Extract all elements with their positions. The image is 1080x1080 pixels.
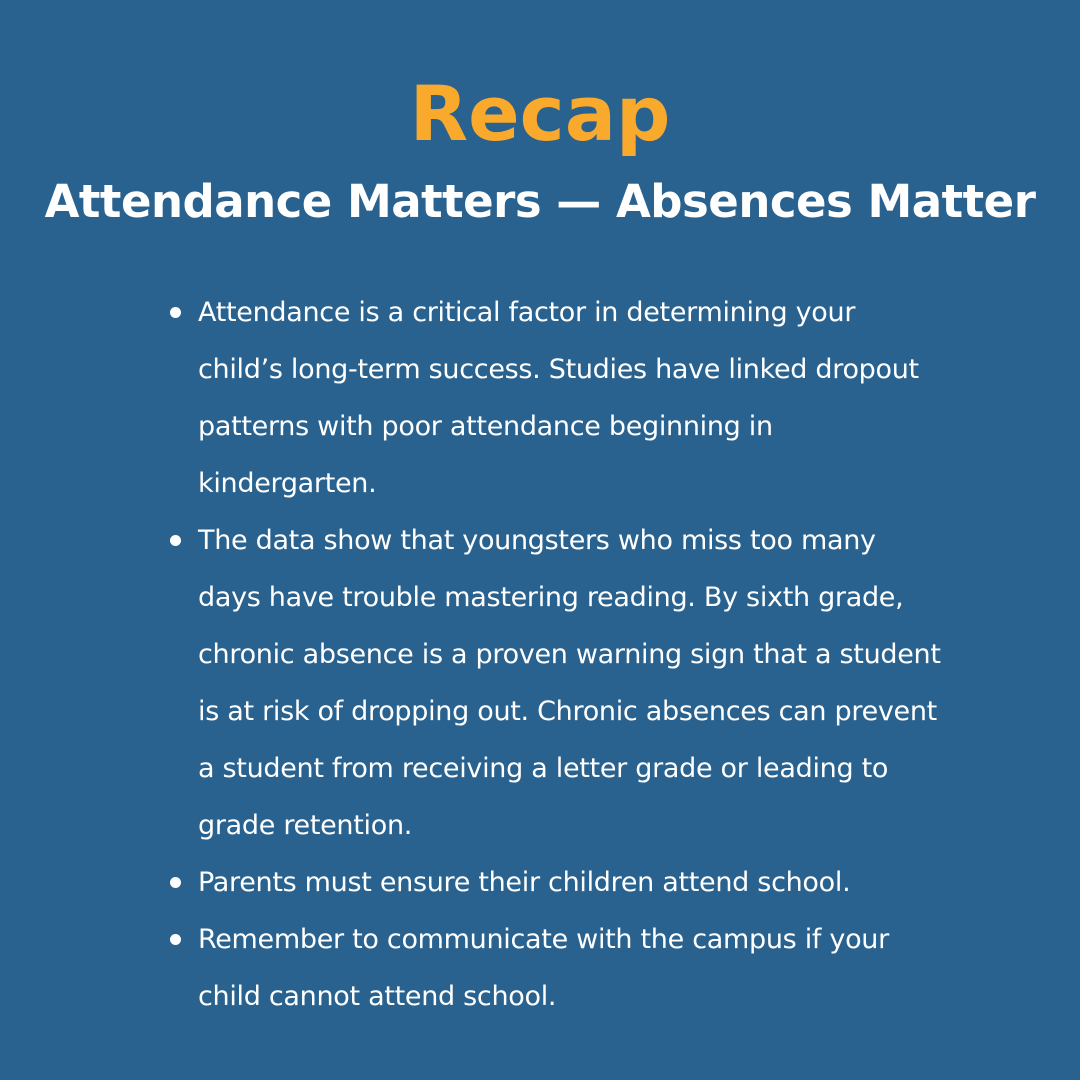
bullet-dot-icon: [170, 535, 181, 546]
bullet-dot-icon: [170, 877, 181, 888]
bullet-item-attendance-factor: [160, 284, 990, 512]
bullet-dot-icon: [170, 934, 181, 945]
bullet-item-data-show: [160, 512, 990, 854]
bullet-line: child’s long-term success. Studies have linked dropout: [198, 354, 919, 385]
bullet-line: days have trouble mastering reading. By sixth grade,: [198, 582, 904, 613]
bullet-line: child cannot attend school.: [198, 981, 557, 1012]
bullet-line: a student from receiving a letter grade or leading to: [198, 753, 889, 784]
recap-title: Recap: [409, 69, 671, 158]
bullet-line: grade retention.: [198, 810, 413, 841]
bullet-line: kindergarten.: [198, 468, 377, 499]
bullet-line: Attendance is a critical factor in determining your: [198, 297, 856, 328]
bullet-item-communicate: [160, 911, 990, 1025]
bullet-line: patterns with poor attendance beginning in: [198, 411, 773, 442]
bullet-line: Remember to communicate with the campus if your: [198, 924, 889, 955]
bullet-dot-icon: [170, 307, 181, 318]
bullet-line: chronic absence is a proven warning sign that a student: [198, 639, 941, 670]
bullet-line: The data show that youngsters who miss too many: [198, 525, 876, 556]
subtitle: Attendance Matters — Absences Matter: [44, 175, 1036, 228]
bullet-item-parents-ensure: [160, 854, 990, 911]
bullet-line: is at risk of dropping out. Chronic absences can prevent: [198, 696, 937, 727]
bullet-line: Parents must ensure their children attend school.: [198, 867, 851, 898]
bullet-list: [160, 284, 990, 1025]
